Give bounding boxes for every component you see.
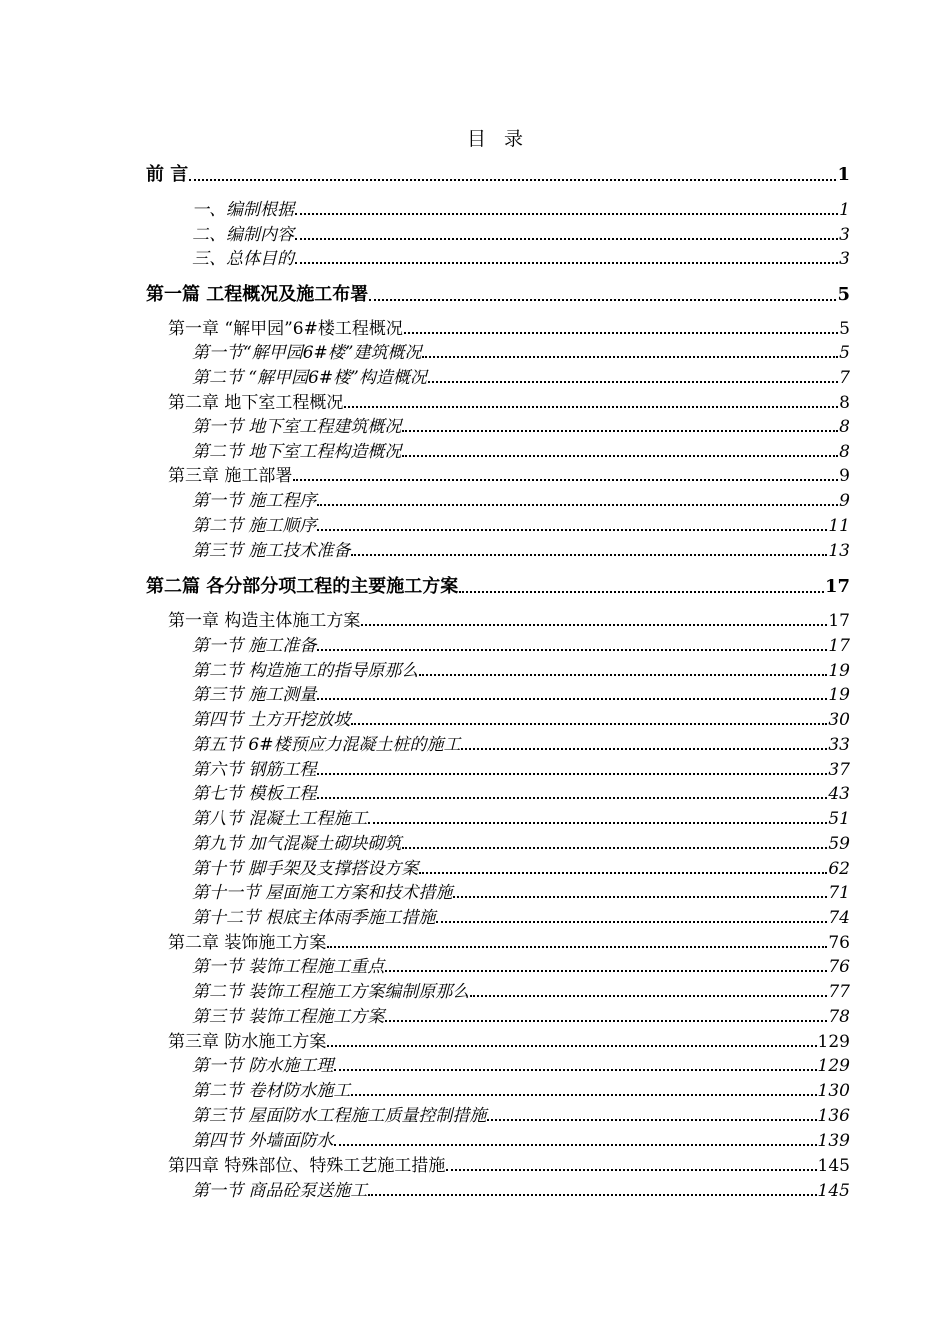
- toc-section-entry[interactable]: [146, 338, 850, 363]
- toc-entry-label: 第二章 装饰施工方案: [168, 933, 327, 953]
- toc-leader-dots: [402, 430, 838, 432]
- toc-page-number: 136: [817, 1106, 850, 1126]
- toc-entry-label: 第一节 防水施工理: [192, 1056, 334, 1076]
- toc-page-number: 9: [839, 466, 850, 486]
- toc-leader-dots: [344, 406, 838, 408]
- toc-leader-dots: [428, 381, 838, 383]
- toc-entry-label: 第一篇 工程概况及施工布署: [146, 284, 369, 305]
- toc-page-number: 62: [828, 859, 850, 879]
- toc-leader-dots: [385, 970, 827, 972]
- toc-entry-label: 第三章 防水施工方案: [168, 1032, 327, 1052]
- toc-section-entry[interactable]: [146, 680, 850, 705]
- toc-page-number: 77: [828, 982, 850, 1002]
- toc-page-number: 17: [824, 576, 850, 597]
- toc-entry-label: 第二节 “解甲园6#楼”构造概况: [192, 368, 427, 388]
- toc-section-entry[interactable]: [146, 755, 850, 780]
- toc-entry-label: 第四节 土方开挖放坡: [192, 710, 351, 730]
- toc-section-entry[interactable]: [146, 1051, 850, 1076]
- toc-chapter-entry[interactable]: [146, 1151, 850, 1176]
- toc-entry-label: 第十节 脚手架及支撑搭设方案: [192, 859, 419, 879]
- toc-entry-label: 第四节 外墙面防水: [192, 1131, 334, 1151]
- toc-chapter-entry[interactable]: [146, 388, 850, 413]
- toc-chapter-entry[interactable]: [146, 606, 850, 631]
- toc-page-number: 3: [839, 249, 850, 269]
- toc-leader-dots: [436, 921, 827, 923]
- toc-page-number: 9: [839, 491, 850, 511]
- toc-leader-dots: [402, 455, 838, 457]
- toc-page-number: 43: [828, 784, 850, 804]
- toc-entry-label: 第二节 卷材防水施工: [192, 1081, 351, 1101]
- toc-leader-dots: [385, 1020, 827, 1022]
- toc-page-number: 129: [817, 1032, 850, 1052]
- toc-leader-dots: [404, 332, 838, 334]
- toc-entry-label: 第一节 施工程序: [192, 491, 317, 511]
- toc-section-entry[interactable]: [146, 829, 850, 854]
- toc-section-entry[interactable]: [146, 1176, 850, 1201]
- toc-leader-dots: [461, 748, 827, 750]
- toc-entry-label: 第一节 装饰工程施工重点: [192, 957, 385, 977]
- toc-section-entry[interactable]: [146, 1002, 850, 1027]
- toc-section-entry[interactable]: [146, 631, 850, 656]
- toc-section-entry[interactable]: [146, 656, 850, 681]
- toc-page-number: 8: [839, 442, 850, 462]
- toc-page-number: 74: [828, 908, 850, 928]
- toc-section-entry[interactable]: [146, 195, 850, 220]
- toc-section-entry[interactable]: [146, 220, 850, 245]
- toc-leader-dots: [402, 847, 827, 849]
- toc-title: 目 录: [466, 128, 530, 150]
- toc-entry-label: 第三节 施工技术准备: [192, 541, 351, 561]
- toc-entry-label: 第六节 钢筋工程: [192, 760, 317, 780]
- toc-entry-label: 第七节 模板工程: [192, 784, 317, 804]
- toc-leader-dots: [487, 1119, 816, 1121]
- toc-page-number: 78: [828, 1007, 850, 1027]
- toc-leader-dots: [361, 624, 827, 626]
- toc-leader-dots: [368, 1194, 816, 1196]
- toc-section-entry[interactable]: [146, 437, 850, 462]
- toc-leader-dots: [327, 946, 827, 948]
- toc-leader-dots: [317, 504, 838, 506]
- toc-page-number: 145: [817, 1156, 850, 1176]
- toc-entry-label: 第一节 地下室工程建筑概况: [192, 417, 402, 437]
- toc-leader-dots: [351, 723, 827, 725]
- toc-entry-label: 一、编制根据: [192, 200, 294, 220]
- toc-page-number: 17: [828, 636, 850, 656]
- toc-entry-label: 第三章 施工部署: [168, 466, 293, 486]
- toc-leader-dots: [351, 554, 827, 556]
- toc-leader-dots: [351, 1094, 816, 1096]
- toc-page-number: 17: [828, 611, 850, 631]
- toc-page-number: 11: [828, 516, 850, 536]
- toc-section-entry[interactable]: [146, 854, 850, 879]
- toc-page-number: 145: [817, 1181, 850, 1201]
- toc-leader-dots: [422, 356, 838, 358]
- toc-leader-dots: [293, 479, 838, 481]
- toc-entry-label: 第一节 施工准备: [192, 636, 317, 656]
- toc-section-entry[interactable]: [146, 1076, 850, 1101]
- toc-section-entry[interactable]: [146, 804, 850, 829]
- toc-leader-dots: [470, 995, 827, 997]
- toc-entry-label: 第三节 施工测量: [192, 685, 317, 705]
- toc-entry-label: 第一章 构造主体施工方案: [168, 611, 361, 631]
- toc-page-number: 76: [828, 957, 850, 977]
- toc-page-number: 5: [837, 284, 850, 305]
- toc-page-number: 13: [828, 541, 850, 561]
- toc-chapter-entry[interactable]: [146, 314, 850, 339]
- toc-leader-dots: [317, 797, 827, 799]
- toc-section-entry[interactable]: [146, 952, 850, 977]
- toc-section-entry[interactable]: [146, 705, 850, 730]
- toc-leader-dots: [419, 674, 827, 676]
- toc-leader-dots: [295, 238, 838, 240]
- toc-entry-label: 第二节 装饰工程施工方案编制原那么: [192, 982, 470, 1002]
- toc-page-number: 19: [828, 685, 850, 705]
- toc-section-entry[interactable]: [146, 878, 850, 903]
- toc-leader-dots: [334, 1144, 816, 1146]
- toc-page-number: 51: [828, 809, 850, 829]
- toc-leader-dots: [369, 299, 836, 301]
- toc-entry-label: 第二篇 各分部分项工程的主要施工方案: [146, 576, 459, 597]
- toc-entry-label: 第二节 地下室工程构造概况: [192, 442, 402, 462]
- toc-page-number: 5: [839, 343, 850, 363]
- toc-entry-label: 第二章 地下室工程概况: [168, 393, 344, 413]
- toc-section-entry[interactable]: [146, 412, 850, 437]
- toc-entry-label: 第一节 商品砼泵送施工: [192, 1181, 368, 1201]
- toc-leader-dots: [327, 1045, 816, 1047]
- toc-entry-label: 第二节 构造施工的指导原那么: [192, 661, 419, 681]
- toc-leader-dots: [334, 1069, 816, 1071]
- toc-leader-dots: [317, 529, 827, 531]
- toc-part-entry[interactable]: [146, 160, 850, 186]
- toc-entry-label: 二、编制内容: [192, 225, 294, 245]
- toc-part-entry[interactable]: [146, 280, 850, 306]
- toc-part-entry[interactable]: [146, 572, 850, 598]
- toc-entry-label: 第五节 6#楼预应力混凝土桩的施工: [192, 735, 461, 755]
- toc-section-entry[interactable]: [146, 511, 850, 536]
- toc-section-entry[interactable]: [146, 363, 850, 388]
- toc-section-entry[interactable]: [146, 536, 850, 561]
- toc-section-entry[interactable]: [146, 779, 850, 804]
- toc-entry-label: 第三节 屋面防水工程施工质量控制措施: [192, 1106, 487, 1126]
- toc-page-number: 3: [839, 225, 850, 245]
- toc-page-number: 19: [828, 661, 850, 681]
- toc-page-number: 8: [839, 393, 850, 413]
- toc-entry-label: 第二节 施工顺序: [192, 516, 317, 536]
- toc-section-entry[interactable]: [146, 486, 850, 511]
- toc-page-number: 59: [828, 834, 850, 854]
- toc-chapter-entry[interactable]: [146, 1027, 850, 1052]
- toc-section-entry[interactable]: [146, 730, 850, 755]
- toc-entry-label: 第八节 混凝土工程施工: [192, 809, 368, 829]
- toc-leader-dots: [295, 262, 838, 264]
- toc-leader-dots: [317, 698, 827, 700]
- toc-entry-label: 前 言: [146, 164, 189, 185]
- toc-entry-label: 第十二节 根底主体雨季施工措施: [192, 908, 436, 928]
- toc-section-entry[interactable]: [146, 1101, 850, 1126]
- toc-entry-label: 第一章 “解甲园”6#楼工程概况: [168, 319, 403, 339]
- toc-page-number: 130: [817, 1081, 850, 1101]
- toc-page-number: 1: [837, 164, 850, 185]
- toc-section-entry[interactable]: [146, 244, 850, 269]
- toc-leader-dots: [459, 591, 824, 593]
- toc-entry-label: 第一节“解甲园6#楼”建筑概况: [192, 343, 422, 363]
- toc-entry-label: 第四章 特殊部位、特殊工艺施工措施: [168, 1156, 446, 1176]
- toc-leader-dots: [446, 1169, 816, 1171]
- toc-page-number: 129: [817, 1056, 850, 1076]
- toc-leader-dots: [317, 773, 827, 775]
- toc-page-number: 30: [828, 710, 850, 730]
- toc-page-number: 71: [828, 883, 850, 903]
- toc-chapter-entry[interactable]: [146, 461, 850, 486]
- toc-entry-label: 三、总体目的: [192, 249, 294, 269]
- toc-entry-label: 第九节 加气混凝土砌块砌筑: [192, 834, 402, 854]
- toc-entry-label: 第十一节 屋面施工方案和技术措施: [192, 883, 453, 903]
- toc-chapter-entry[interactable]: [146, 928, 850, 953]
- toc-leader-dots: [295, 213, 838, 215]
- toc-page-number: 76: [828, 933, 850, 953]
- toc-page-number: 33: [828, 735, 850, 755]
- toc-leader-dots: [317, 649, 827, 651]
- toc-page-number: 5: [839, 319, 850, 339]
- toc-leader-dots: [368, 822, 827, 824]
- toc-section-entry[interactable]: [146, 1126, 850, 1151]
- toc-page-number: 7: [839, 368, 850, 388]
- toc-section-entry[interactable]: [146, 903, 850, 928]
- toc-page-number: 139: [817, 1131, 850, 1151]
- toc-leader-dots: [419, 872, 827, 874]
- toc-page-number: 1: [839, 200, 850, 220]
- toc-page-number: 8: [839, 417, 850, 437]
- toc-page-number: 37: [828, 760, 850, 780]
- toc-leader-dots: [189, 179, 836, 181]
- toc-entry-label: 第三节 装饰工程施工方案: [192, 1007, 385, 1027]
- toc-leader-dots: [453, 896, 827, 898]
- toc-section-entry[interactable]: [146, 977, 850, 1002]
